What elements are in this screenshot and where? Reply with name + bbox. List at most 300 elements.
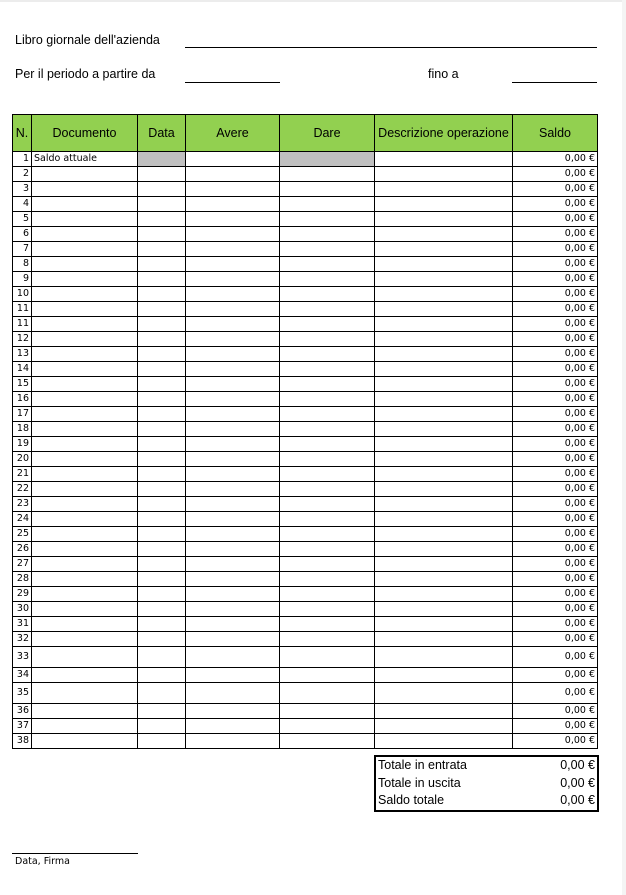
saldo-totale-value: 0,00 € <box>560 793 595 807</box>
cell-data[interactable] <box>138 632 186 647</box>
cell-avere[interactable] <box>186 422 280 437</box>
cell-descrizione[interactable] <box>375 602 513 617</box>
cell-dare[interactable] <box>280 572 375 587</box>
cell-documento[interactable] <box>32 212 138 227</box>
period-to-label: fino a <box>428 67 459 81</box>
cell-descrizione[interactable] <box>375 212 513 227</box>
cell-n: 35 <box>13 683 32 704</box>
cell-data[interactable] <box>138 182 186 197</box>
cell-documento[interactable] <box>32 704 138 719</box>
cell-avere[interactable] <box>186 452 280 467</box>
cell-descrizione[interactable] <box>375 392 513 407</box>
cell-documento[interactable] <box>32 317 138 332</box>
cell-descrizione[interactable] <box>375 362 513 377</box>
cell-data[interactable] <box>138 272 186 287</box>
cell-descrizione[interactable] <box>375 257 513 272</box>
col-header-descrizione: Descrizione operazione <box>375 115 513 152</box>
cell-saldo: 0,00 € <box>513 317 598 332</box>
cell-documento[interactable] <box>32 602 138 617</box>
cell-documento[interactable] <box>32 257 138 272</box>
cell-dare[interactable] <box>280 167 375 182</box>
cell-avere[interactable] <box>186 482 280 497</box>
table-row <box>13 377 598 392</box>
cell-saldo: 0,00 € <box>513 587 598 602</box>
cell-dare[interactable] <box>280 332 375 347</box>
cell-saldo: 0,00 € <box>513 377 598 392</box>
table-row <box>13 719 598 734</box>
cell-avere[interactable] <box>186 647 280 668</box>
cell-saldo: 0,00 € <box>513 197 598 212</box>
cell-saldo: 0,00 € <box>513 734 598 749</box>
cell-avere[interactable] <box>186 572 280 587</box>
cell-documento[interactable] <box>32 362 138 377</box>
totals-box <box>374 755 599 812</box>
cell-data[interactable] <box>138 197 186 212</box>
cell-saldo: 0,00 € <box>513 347 598 362</box>
table-row <box>13 572 598 587</box>
cell-descrizione[interactable] <box>375 683 513 704</box>
cell-descrizione[interactable] <box>375 557 513 572</box>
cell-descrizione[interactable] <box>375 167 513 182</box>
cell-n: 8 <box>13 257 32 272</box>
cell-avere[interactable] <box>186 407 280 422</box>
cell-n: 30 <box>13 602 32 617</box>
signature-line[interactable] <box>12 853 138 854</box>
cell-descrizione[interactable] <box>375 422 513 437</box>
cell-avere[interactable] <box>186 197 280 212</box>
table-row <box>13 617 598 632</box>
cell-avere[interactable] <box>186 602 280 617</box>
period-to-field[interactable] <box>512 82 597 83</box>
table-row <box>13 497 598 512</box>
cell-saldo: 0,00 € <box>513 227 598 242</box>
cell-data[interactable] <box>138 572 186 587</box>
cell-avere[interactable] <box>186 362 280 377</box>
cell-descrizione[interactable] <box>375 647 513 668</box>
cell-descrizione[interactable] <box>375 719 513 734</box>
cell-data[interactable] <box>138 647 186 668</box>
cell-saldo: 0,00 € <box>513 617 598 632</box>
cell-avere[interactable] <box>186 704 280 719</box>
cell-descrizione[interactable] <box>375 152 513 167</box>
cell-descrizione[interactable] <box>375 497 513 512</box>
cell-dare[interactable] <box>280 407 375 422</box>
cell-data[interactable] <box>138 362 186 377</box>
cell-descrizione[interactable] <box>375 587 513 602</box>
cell-dare[interactable] <box>280 527 375 542</box>
cell-saldo: 0,00 € <box>513 719 598 734</box>
cell-data[interactable] <box>138 242 186 257</box>
cell-documento[interactable] <box>32 557 138 572</box>
table-row <box>13 422 598 437</box>
cell-saldo: 0,00 € <box>513 242 598 257</box>
table-row <box>13 302 598 317</box>
cell-saldo: 0,00 € <box>513 632 598 647</box>
total-uscita-row <box>376 775 597 793</box>
cell-data[interactable] <box>138 683 186 704</box>
cell-documento[interactable] <box>32 437 138 452</box>
cell-data[interactable] <box>138 452 186 467</box>
cell-descrizione[interactable] <box>375 182 513 197</box>
cell-data[interactable] <box>138 467 186 482</box>
cell-documento[interactable] <box>32 347 138 362</box>
cell-data[interactable] <box>138 152 186 167</box>
cell-descrizione[interactable] <box>375 704 513 719</box>
cell-documento[interactable] <box>32 377 138 392</box>
cell-saldo: 0,00 € <box>513 647 598 668</box>
cell-documento[interactable] <box>32 227 138 242</box>
cell-n: 33 <box>13 647 32 668</box>
cell-avere[interactable] <box>186 347 280 362</box>
cell-documento[interactable] <box>32 467 138 482</box>
cell-data[interactable] <box>138 482 186 497</box>
cell-n: 3 <box>13 182 32 197</box>
cell-documento[interactable] <box>32 587 138 602</box>
cell-data[interactable] <box>138 332 186 347</box>
total-entrata-value: 0,00 € <box>560 758 595 772</box>
total-uscita-label: Totale in uscita <box>378 775 461 790</box>
cell-dare[interactable] <box>280 272 375 287</box>
saldo-totale-label: Saldo totale <box>378 793 445 807</box>
cell-descrizione[interactable] <box>375 482 513 497</box>
cell-documento[interactable] <box>32 167 138 182</box>
cell-data[interactable] <box>138 227 186 242</box>
cell-n: 16 <box>13 392 32 407</box>
signature-label: Data, Firma <box>15 856 70 867</box>
cell-documento[interactable] <box>32 683 138 704</box>
cell-data[interactable] <box>138 734 186 749</box>
cell-saldo: 0,00 € <box>513 542 598 557</box>
cell-dare[interactable] <box>280 212 375 227</box>
cell-dare[interactable] <box>280 182 375 197</box>
cell-documento[interactable] <box>32 182 138 197</box>
cell-documento[interactable] <box>32 527 138 542</box>
period-from-field[interactable] <box>185 82 280 83</box>
cell-data[interactable] <box>138 668 186 683</box>
table-header-row <box>13 115 598 152</box>
cell-descrizione[interactable] <box>375 632 513 647</box>
table-row <box>13 512 598 527</box>
company-label: Libro giornale dell'azienda <box>15 33 160 47</box>
cell-dare[interactable] <box>280 317 375 332</box>
cell-saldo: 0,00 € <box>513 407 598 422</box>
cell-dare[interactable] <box>280 197 375 212</box>
cell-data[interactable] <box>138 587 186 602</box>
cell-data[interactable] <box>138 602 186 617</box>
cell-documento[interactable] <box>32 392 138 407</box>
cell-saldo: 0,00 € <box>513 482 598 497</box>
cell-documento[interactable] <box>32 542 138 557</box>
cell-documento[interactable] <box>32 632 138 647</box>
table-row <box>13 647 598 668</box>
cell-documento[interactable] <box>32 482 138 497</box>
cell-documento[interactable] <box>32 734 138 749</box>
cell-dare[interactable] <box>280 497 375 512</box>
cell-descrizione[interactable] <box>375 512 513 527</box>
cell-data[interactable] <box>138 527 186 542</box>
cell-n: 27 <box>13 557 32 572</box>
table-row <box>13 467 598 482</box>
company-field[interactable] <box>185 47 597 48</box>
cell-n: 10 <box>13 287 32 302</box>
cell-data[interactable] <box>138 302 186 317</box>
cell-descrizione[interactable] <box>375 197 513 212</box>
cell-dare[interactable] <box>280 719 375 734</box>
table-row <box>13 167 598 182</box>
cell-avere[interactable] <box>186 527 280 542</box>
cell-avere[interactable] <box>186 437 280 452</box>
cell-dare[interactable] <box>280 668 375 683</box>
cell-saldo: 0,00 € <box>513 272 598 287</box>
cell-avere[interactable] <box>186 332 280 347</box>
cell-data[interactable] <box>138 257 186 272</box>
cell-avere[interactable] <box>186 227 280 242</box>
table-row <box>13 557 598 572</box>
cell-descrizione[interactable] <box>375 227 513 242</box>
table-row <box>13 152 598 167</box>
table-row <box>13 332 598 347</box>
cell-dare[interactable] <box>280 617 375 632</box>
table-row <box>13 242 598 257</box>
cell-documento[interactable] <box>32 242 138 257</box>
cell-data[interactable] <box>138 719 186 734</box>
cell-dare[interactable] <box>280 152 375 167</box>
cell-data[interactable] <box>138 704 186 719</box>
cell-documento[interactable] <box>32 272 138 287</box>
cell-documento[interactable] <box>32 512 138 527</box>
cell-dare[interactable] <box>280 362 375 377</box>
table-row <box>13 182 598 197</box>
cell-n: 38 <box>13 734 32 749</box>
cell-descrizione[interactable] <box>375 527 513 542</box>
cell-data[interactable] <box>138 287 186 302</box>
cell-documento[interactable] <box>32 497 138 512</box>
cell-dare[interactable] <box>280 287 375 302</box>
table-row <box>13 347 598 362</box>
cell-descrizione[interactable] <box>375 542 513 557</box>
cell-descrizione[interactable] <box>375 572 513 587</box>
cell-dare[interactable] <box>280 422 375 437</box>
cell-saldo: 0,00 € <box>513 668 598 683</box>
cell-documento[interactable] <box>32 422 138 437</box>
cell-saldo: 0,00 € <box>513 362 598 377</box>
cell-documento[interactable] <box>32 407 138 422</box>
cell-documento[interactable] <box>32 572 138 587</box>
cell-dare[interactable] <box>280 632 375 647</box>
cell-avere[interactable] <box>186 302 280 317</box>
cell-n: 29 <box>13 587 32 602</box>
cell-saldo: 0,00 € <box>513 167 598 182</box>
cell-descrizione[interactable] <box>375 452 513 467</box>
cell-dare[interactable] <box>280 587 375 602</box>
cell-data[interactable] <box>138 437 186 452</box>
cell-avere[interactable] <box>186 377 280 392</box>
cell-descrizione[interactable] <box>375 317 513 332</box>
cell-data[interactable] <box>138 392 186 407</box>
cell-dare[interactable] <box>280 557 375 572</box>
table-row <box>13 362 598 377</box>
cell-documento[interactable] <box>32 719 138 734</box>
cell-avere[interactable] <box>186 467 280 482</box>
cell-n: 25 <box>13 527 32 542</box>
cell-avere[interactable] <box>186 617 280 632</box>
cell-avere[interactable] <box>186 272 280 287</box>
table-row <box>13 257 598 272</box>
cell-descrizione[interactable] <box>375 287 513 302</box>
cell-descrizione[interactable] <box>375 668 513 683</box>
cell-descrizione[interactable] <box>375 377 513 392</box>
cell-avere[interactable] <box>186 632 280 647</box>
cell-n: 31 <box>13 617 32 632</box>
cell-saldo: 0,00 € <box>513 302 598 317</box>
cell-n: 13 <box>13 347 32 362</box>
cell-dare[interactable] <box>280 377 375 392</box>
cell-avere[interactable] <box>186 242 280 257</box>
cell-avere[interactable] <box>186 557 280 572</box>
cell-saldo: 0,00 € <box>513 467 598 482</box>
table-row <box>13 587 598 602</box>
cell-descrizione[interactable] <box>375 617 513 632</box>
cell-data[interactable] <box>138 212 186 227</box>
cell-dare[interactable] <box>280 683 375 704</box>
cell-descrizione[interactable] <box>375 407 513 422</box>
cell-dare[interactable] <box>280 452 375 467</box>
cell-n: 28 <box>13 572 32 587</box>
cell-n: 14 <box>13 362 32 377</box>
cell-documento[interactable] <box>32 452 138 467</box>
cell-documento[interactable] <box>32 287 138 302</box>
cell-dare[interactable] <box>280 704 375 719</box>
cell-documento[interactable] <box>32 332 138 347</box>
cell-descrizione[interactable] <box>375 302 513 317</box>
cell-descrizione[interactable] <box>375 347 513 362</box>
cell-n: 17 <box>13 407 32 422</box>
cell-avere[interactable] <box>186 497 280 512</box>
table-row <box>13 704 598 719</box>
cell-dare[interactable] <box>280 302 375 317</box>
table-row <box>13 734 598 749</box>
cell-avere[interactable] <box>186 734 280 749</box>
cell-avere[interactable] <box>186 668 280 683</box>
table-row <box>13 668 598 683</box>
cell-saldo: 0,00 € <box>513 182 598 197</box>
cell-documento[interactable] <box>32 668 138 683</box>
cell-dare[interactable] <box>280 602 375 617</box>
table-row <box>13 272 598 287</box>
cell-n: 19 <box>13 437 32 452</box>
page-top-border <box>0 0 626 2</box>
cell-dare[interactable] <box>280 347 375 362</box>
cell-avere[interactable] <box>186 512 280 527</box>
cell-dare[interactable] <box>280 242 375 257</box>
cell-n: 37 <box>13 719 32 734</box>
cell-avere[interactable] <box>186 542 280 557</box>
cell-avere[interactable] <box>186 287 280 302</box>
cell-dare[interactable] <box>280 542 375 557</box>
cell-descrizione[interactable] <box>375 467 513 482</box>
cell-descrizione[interactable] <box>375 437 513 452</box>
cell-n: 23 <box>13 497 32 512</box>
cell-dare[interactable] <box>280 437 375 452</box>
table-row <box>13 287 598 302</box>
col-header-avere: Avere <box>186 115 280 152</box>
cell-dare[interactable] <box>280 467 375 482</box>
cell-avere[interactable] <box>186 392 280 407</box>
period-from-label: Per il periodo a partire da <box>15 67 156 81</box>
table-row <box>13 602 598 617</box>
cell-n: 18 <box>13 422 32 437</box>
cell-data[interactable] <box>138 407 186 422</box>
cell-data[interactable] <box>138 317 186 332</box>
cell-documento[interactable] <box>32 647 138 668</box>
cell-data[interactable] <box>138 557 186 572</box>
cell-saldo: 0,00 € <box>513 152 598 167</box>
table-row <box>13 683 598 704</box>
table-row <box>13 407 598 422</box>
cell-n: 5 <box>13 212 32 227</box>
cell-data[interactable] <box>138 347 186 362</box>
cell-documento[interactable] <box>32 302 138 317</box>
cell-n: 9 <box>13 272 32 287</box>
cell-avere[interactable] <box>186 587 280 602</box>
table-row <box>13 197 598 212</box>
cell-avere[interactable] <box>186 152 280 167</box>
cell-avere[interactable] <box>186 182 280 197</box>
cell-descrizione[interactable] <box>375 332 513 347</box>
cell-avere[interactable] <box>186 317 280 332</box>
cell-data[interactable] <box>138 422 186 437</box>
total-entrata-row <box>376 757 597 775</box>
col-header-saldo: Saldo <box>513 115 598 152</box>
col-header-n: N. <box>13 115 32 152</box>
cell-data[interactable] <box>138 512 186 527</box>
cell-saldo: 0,00 € <box>513 683 598 704</box>
cell-descrizione[interactable] <box>375 272 513 287</box>
cell-descrizione[interactable] <box>375 734 513 749</box>
cell-avere[interactable] <box>186 167 280 182</box>
cell-avere[interactable] <box>186 683 280 704</box>
cell-dare[interactable] <box>280 257 375 272</box>
cell-dare[interactable] <box>280 482 375 497</box>
cell-avere[interactable] <box>186 257 280 272</box>
cell-data[interactable] <box>138 497 186 512</box>
cell-data[interactable] <box>138 617 186 632</box>
cell-data[interactable] <box>138 167 186 182</box>
cell-documento[interactable]: Saldo attuale <box>32 152 138 167</box>
cell-data[interactable] <box>138 377 186 392</box>
cell-saldo: 0,00 € <box>513 572 598 587</box>
cell-dare[interactable] <box>280 512 375 527</box>
cell-avere[interactable] <box>186 719 280 734</box>
cell-dare[interactable] <box>280 392 375 407</box>
cell-dare[interactable] <box>280 227 375 242</box>
ledger-table <box>12 114 598 749</box>
table-row <box>13 317 598 332</box>
cell-saldo: 0,00 € <box>513 212 598 227</box>
cell-n: 1 <box>13 152 32 167</box>
cell-n: 12 <box>13 332 32 347</box>
table-row <box>13 437 598 452</box>
cell-documento[interactable] <box>32 617 138 632</box>
cell-documento[interactable] <box>32 197 138 212</box>
cell-data[interactable] <box>138 542 186 557</box>
cell-dare[interactable] <box>280 647 375 668</box>
cell-avere[interactable] <box>186 212 280 227</box>
cell-dare[interactable] <box>280 734 375 749</box>
cell-descrizione[interactable] <box>375 242 513 257</box>
cell-n: 22 <box>13 482 32 497</box>
cell-n: 21 <box>13 467 32 482</box>
